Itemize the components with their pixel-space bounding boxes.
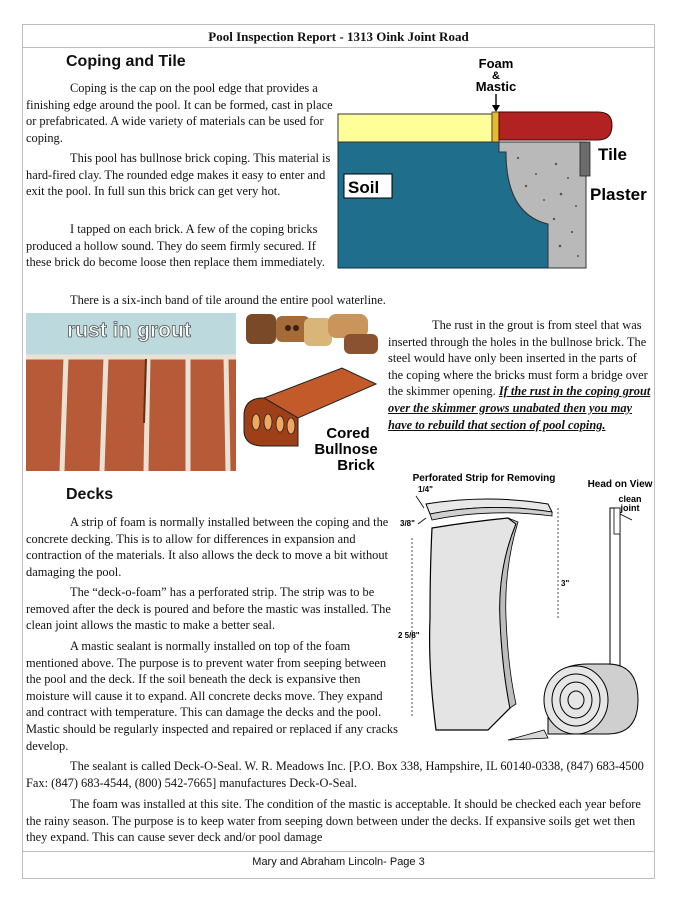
joint-label: joint [620, 503, 640, 513]
rust-paragraph-text: The rust in the grout is from steel that was inserted through the holes in the bullnose brick. The steel would have only been inserted in the parts of the coping where the bricks must form a bridge over the skimmer opening. [388, 318, 648, 399]
header-divider [22, 47, 655, 48]
tile-label: Tile [598, 145, 627, 164]
clean-label: clean [618, 494, 642, 504]
decks-heading: Decks [66, 486, 114, 503]
foam-roll [508, 664, 638, 740]
rust-in-grout-photo [26, 313, 236, 471]
decks-paragraph-4: The sealant is called Deck-O-Seal. W. R. Meadows Inc. [P.O. Box 338, Hampshire, IL 60140-0338, (847) 683-4500 Fax: (847) 683-4544, (800) 542-7665] manufactures Deck-O-Seal. [26, 759, 644, 790]
coping-heading: Coping and Tile [66, 53, 186, 70]
dim-quarter-label: 1/4" [418, 485, 433, 494]
page-footer: Mary and Abraham Lincoln- Page 3 [252, 856, 425, 868]
decks-paragraph-3: A mastic sealant is normally installed on top of the foam mentioned above. The purpose is to prevent water from seeping between the pool and the deck. If the soil beneath the deck is expansive then moisture will cause it to expand. All concrete decks move. They expand and contract with temperature. This can damage the decks and the pool. Mastic should be regularly inspected and repaired or replaced if any cracks develop. [26, 639, 398, 753]
dim-two-five-eighths-label: 2 5/8" [398, 631, 420, 640]
foam-arrow-head [492, 105, 500, 112]
soil-label: Soil [348, 178, 380, 197]
decks-paragraph-5: The foam was installed at this site. The condition of the mastic is acceptable. It should be checked each year before the rainy season. The purpose is to keep water from seeping down between under the decks. If expansive soils get wet then they expand. This can cause sever deck and/or pool damage [26, 797, 641, 845]
waterline-tile [580, 142, 590, 176]
mastic-label: Mastic [475, 79, 517, 94]
coping-paragraph-2: This pool has bullnose brick coping. This material is hard-fired clay. The rounded edge makes it easy to enter and exit the pool. In full sun this brick can get very hot. [26, 151, 331, 199]
brick-caption-bullnose: Bullnose [314, 441, 378, 458]
dim-three-eighths-label: 3/8" [400, 519, 415, 528]
footer-divider [22, 851, 655, 852]
coping-paragraph-3: I tapped on each brick. A few of the coping bricks produced a hollow sound. They do seem firmly secured. If these brick do become loose then replace them immediately. [26, 222, 325, 270]
decks-paragraph-1: A strip of foam is normally installed between the coping and the concrete decking. This is to allow for differences in expansion and contraction of the materials. It also allows the deck to move a bit without damaging the pool. [26, 515, 389, 579]
brick-caption-brick: Brick [337, 457, 375, 472]
bullnose-coping [499, 112, 612, 140]
dim-three-label: 3" [561, 579, 570, 588]
foam-label: Foam [478, 56, 514, 71]
report-title: Pool Inspection Report - 1313 Oink Joint Road [208, 29, 469, 44]
brick-caption-cored: Cored [326, 425, 370, 442]
foam-mastic-strip [492, 112, 499, 142]
ampersand-label: & [492, 70, 500, 82]
coping-paragraph-1: Coping is the cap on the pool edge that provides a finishing edge around the pool. It can be formed, cast in place or prefabricated. A wide variety of materials can be used for coping. [26, 81, 333, 145]
cored-bullnose-brick-photo [236, 308, 384, 472]
concrete-deck [338, 114, 492, 142]
rust-paragraph [388, 317, 652, 433]
deck-o-foam-diagram [398, 468, 658, 748]
rust-warning-text: If the rust in the coping grout over the skimmer grows unabated then you may have to rebuild that section of pool coping. [388, 384, 651, 432]
coping-cross-section-diagram [336, 54, 656, 270]
perforated-strip-label: Perforated Strip for Removing [412, 473, 556, 484]
rust-caption: rust in grout [67, 319, 191, 342]
tile-band-paragraph: There is a six-inch band of tile around the entire pool waterline. [70, 293, 386, 307]
head-on-view-label: Head on View [587, 479, 653, 490]
plaster-label: Plaster [590, 185, 647, 204]
decks-paragraph-2: The “deck-o-foam” has a perforated strip. The strip was to be removed after the deck is poured and before the mastic was installed. The clean joint allows the mastic to make a better seal. [26, 585, 391, 633]
